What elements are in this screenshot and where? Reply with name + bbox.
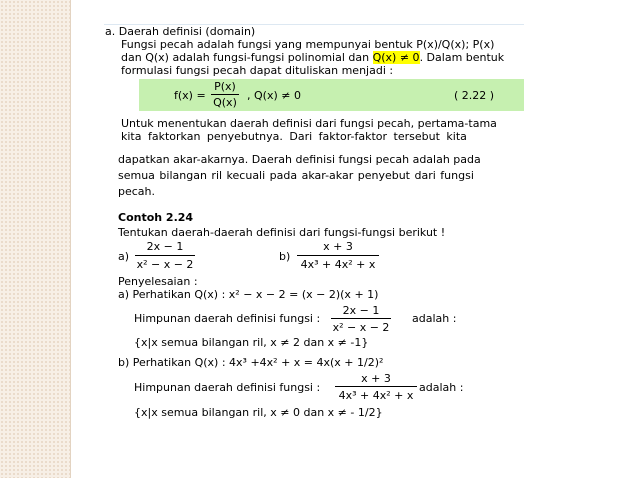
example-b-numerator: x + 3 — [323, 240, 353, 253]
formula-fraction-bar — [211, 94, 239, 95]
paragraph-line-4: semua bilangan ril kecuali pada akar-akar penyebut dari fungsi — [118, 169, 474, 182]
solution-b-fraction-bar — [335, 386, 417, 387]
formula-numerator: P(x) — [214, 80, 236, 93]
solution-a-numerator: 2x − 1 — [342, 304, 380, 317]
formula-condition: , Q(x) ≠ 0 — [247, 89, 301, 102]
solution-a-denominator: x² − x − 2 — [332, 321, 390, 334]
solution-b-domain-label: Himpunan daerah definisi fungsi : — [134, 381, 321, 394]
equation-number: ( 2.22 ) — [454, 89, 495, 102]
solution-a-domain-label: Himpunan daerah definisi fungsi : — [134, 312, 321, 325]
paragraph-line-1: Untuk menentukan daerah definisi dari fungsi pecah, pertama-tama — [121, 117, 497, 130]
formula-lhs: f(x) = — [174, 89, 206, 102]
definition-line-2: dan Q(x) adalah fungsi-fungsi polinomial dan Q(x) ≠ 0. Dalam bentuk — [121, 51, 505, 64]
solution-b-denominator: 4x³ + 4x² + x — [338, 389, 414, 402]
solution-a-fraction-bar — [331, 318, 391, 319]
example-a-label: a) — [118, 250, 130, 263]
example-title: Contoh 2.24 — [118, 211, 194, 224]
solution-b-domain-set: {x|x semua bilangan ril, x ≠ 0 dan x ≠ - 1/2} — [134, 406, 383, 419]
solution-label: Penyelesaian : — [118, 275, 198, 288]
paragraph-line-2: kita faktorkan penyebutnya. Dari faktor-faktor tersebut kita — [121, 130, 467, 143]
solution-b-factorization: b) Perhatikan Q(x) : 4x³ +4x² + x = 4x(x + 1/2)² — [118, 356, 384, 369]
example-b-label: b) — [279, 250, 291, 263]
section-heading: a. Daerah definisi (domain) — [105, 25, 256, 38]
example-b-denominator: 4x³ + 4x² + x — [300, 258, 376, 271]
solution-a-factorization: a) Perhatikan Q(x) : x² − x − 2 = (x − 2)(x + 1) — [118, 288, 379, 301]
example-a-numerator: 2x − 1 — [146, 240, 184, 253]
solution-a-adalah: adalah : — [412, 312, 457, 325]
solution-b-adalah: adalah : — [419, 381, 464, 394]
solution-a-domain-set: {x|x semua bilangan ril, x ≠ 2 dan x ≠ -1} — [134, 336, 369, 349]
example-instruction: Tentukan daerah-daerah definisi dari fungsi-fungsi berikut ! — [118, 226, 446, 239]
example-b-fraction-bar — [297, 255, 379, 256]
formula-denominator: Q(x) — [213, 96, 237, 109]
example-a-fraction-bar — [135, 255, 195, 256]
paragraph-line-5: pecah. — [118, 185, 156, 198]
example-a-denominator: x² − x − 2 — [136, 258, 194, 271]
solution-b-numerator: x + 3 — [361, 372, 391, 385]
definition-line-3: formulasi fungsi pecah dapat dituliskan menjadi : — [121, 64, 394, 77]
paragraph-line-3: dapatkan akar-akarnya. Daerah definisi fungsi pecah adalah pada — [118, 153, 481, 166]
highlighted-condition: Q(x) ≠ 0 — [372, 51, 420, 64]
definition-line-1: Fungsi pecah adalah fungsi yang mempunyai bentuk P(x)/Q(x); P(x) — [121, 38, 495, 51]
